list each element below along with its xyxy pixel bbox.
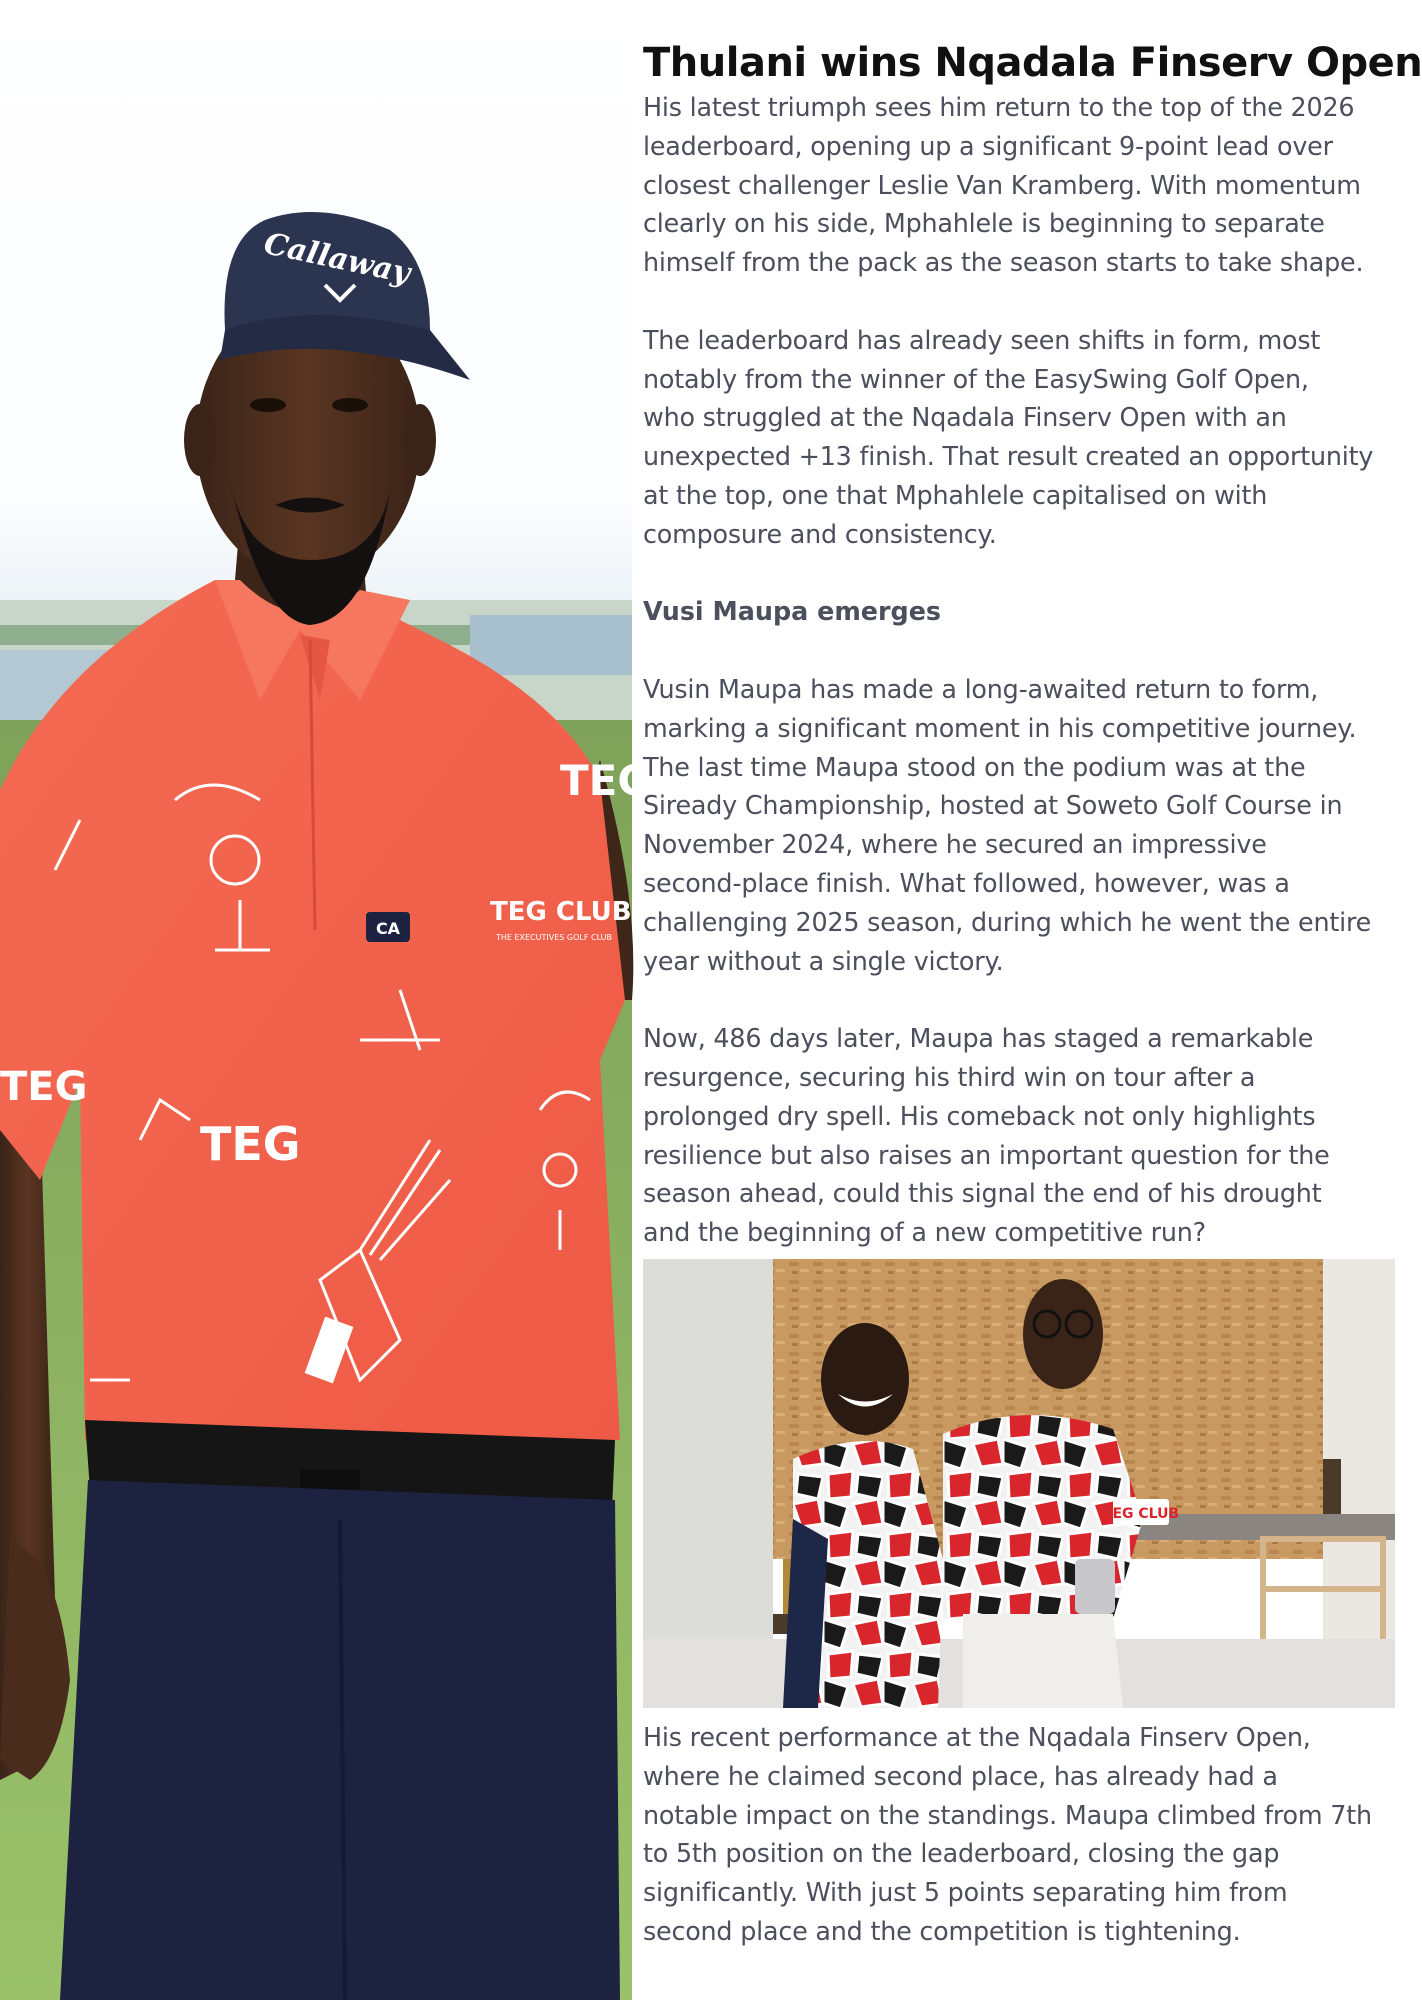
sleeve-text-right: TEG <box>560 756 652 805</box>
paragraph-line: season ahead, could this signal the end of his drought <box>643 1178 1322 1209</box>
paragraph-line: and the beginning of a new competitive run? <box>643 1217 1206 1248</box>
paragraph-line: Siready Championship, hosted at Soweto Golf Course in <box>643 790 1343 821</box>
paragraph-line: year without a single victory. <box>643 945 1004 976</box>
paragraph-line: Vusin Maupa has made a long-awaited return to form, <box>643 673 1319 704</box>
maupa-paragraph <box>643 670 1406 980</box>
paragraph-line: notably from the winner of the EasySwing Golf Open, <box>643 363 1309 394</box>
paragraph-line: prolonged dry spell. His comeback not only highlights <box>643 1100 1316 1131</box>
shirt-logo-text: TEG CLUB <box>490 897 632 927</box>
section-subheading: Vusi Maupa emerges <box>643 596 942 627</box>
leaderboard-paragraph <box>643 321 1406 554</box>
inset-photo-illustration <box>643 1259 1395 1708</box>
paragraph-line: notable impact on the standings. Maupa climbed from 7th <box>643 1799 1372 1830</box>
paragraph-line: himself from the pack as the season starts to take shape. <box>643 247 1364 278</box>
sleeve-text-left: TEG <box>0 1064 88 1110</box>
left-person-head <box>821 1323 909 1435</box>
paragraph-line: The leaderboard has already seen shifts in form, most <box>643 324 1321 355</box>
paragraph-line: significantly. With just 5 points separating him from <box>643 1877 1288 1908</box>
hero-photo <box>0 0 652 2000</box>
paragraph-line: who struggled at the Nqadala Finserv Open with an <box>643 402 1287 433</box>
paragraph-line: clearly on his side, Mphahlele is beginning to separate <box>643 208 1325 239</box>
resurgence-paragraph <box>643 1019 1406 1252</box>
paragraph-line: to 5th position on the leaderboard, closing the gap <box>643 1838 1280 1869</box>
inset-photo <box>643 1259 1395 1708</box>
intro-paragraph <box>643 88 1406 282</box>
paragraph-line: marking a significant moment in his competitive journey. <box>643 712 1357 743</box>
right-person-head <box>1023 1279 1103 1389</box>
paragraph-line: leaderboard, opening up a significant 9-point lead over <box>643 130 1333 161</box>
paragraph-line: unexpected +13 finish. That result created an opportunity <box>643 441 1374 472</box>
inset-shirt-logo: TEG CLUB <box>1102 1505 1180 1522</box>
paragraph-line: Now, 486 days later, Maupa has staged a remarkable <box>643 1023 1314 1054</box>
paragraph-gap <box>643 631 1406 670</box>
paragraph-line: second place and the competition is tightening. <box>643 1915 1241 1946</box>
cap-logo-text: Callaway <box>260 226 414 292</box>
shirt-logo-subtext: THE EXECUTIVES GOLF CLUB <box>496 933 613 942</box>
paragraph-line: composure and consistency. <box>643 518 997 549</box>
paragraph-line: second-place finish. What followed, however, was a <box>643 867 1290 898</box>
paragraph-gap <box>643 980 1406 1019</box>
article <box>643 38 1422 1951</box>
shirt-print-text: TEG <box>200 1117 301 1171</box>
paragraph-line: challenging 2025 season, during which he went the entire <box>643 906 1372 937</box>
paragraph-gap <box>643 554 1406 593</box>
paragraph-line: where he claimed second place, has already had a <box>643 1760 1278 1791</box>
paragraph-line: November 2024, where he secured an impressive <box>643 829 1267 860</box>
standings-paragraph <box>643 1718 1406 1951</box>
paragraph-line: closest challenger Leslie Van Kramberg. With momentum <box>643 169 1361 200</box>
paragraph-line: resurgence, securing his third win on tour after a <box>643 1061 1256 1092</box>
paragraph-line: His latest triumph sees him return to the top of the 2026 <box>643 92 1355 122</box>
paragraph-gap <box>643 282 1406 321</box>
hero-photo-illustration <box>0 0 652 2000</box>
paragraph-line: at the top, one that Mphahlele capitalised on with <box>643 479 1268 510</box>
paragraph-line: His recent performance at the Nqadala Finserv Open, <box>643 1721 1311 1752</box>
article-headline: Thulani wins Nqadala Finserv Open <box>643 40 1422 86</box>
collar-tag-text: CA <box>375 919 401 938</box>
paragraph-line: The last time Maupa stood on the podium was at the <box>643 751 1306 782</box>
paragraph-line: resilience but also raises an important question for the <box>643 1139 1330 1170</box>
